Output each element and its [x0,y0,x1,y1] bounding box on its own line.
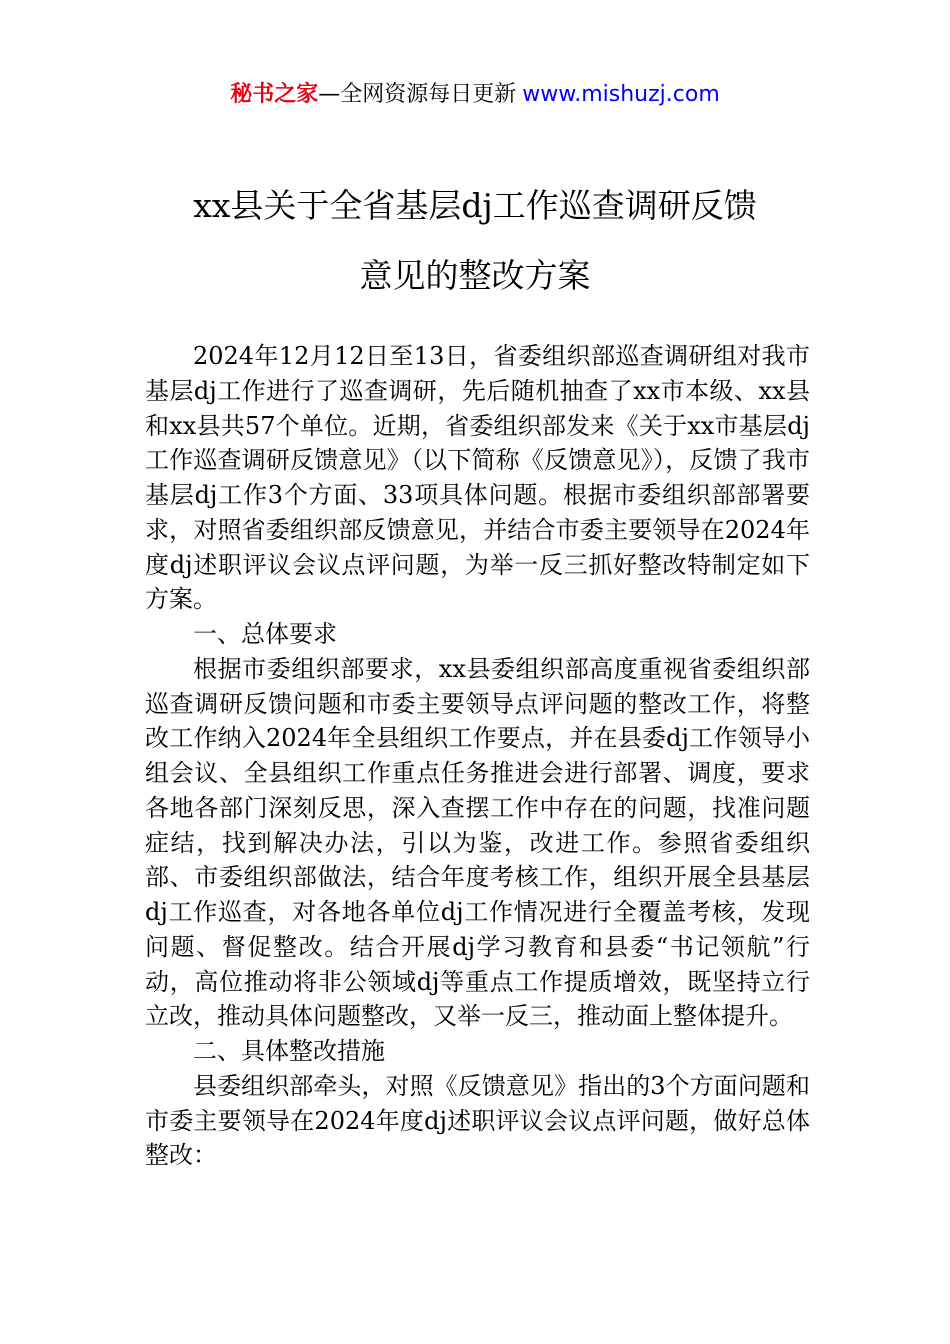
section-heading-general-requirements: 一、总体要求 [193,620,337,648]
document-title-line-1: xx县关于全省基层dj工作巡查调研反馈 [193,186,757,225]
section-heading-specific-measures: 二、具体整改措施 [193,1037,385,1065]
document-body [145,339,810,1173]
site-url-link[interactable]: www.mishuzj.com [522,82,720,107]
site-tagline: —全网资源每日更新 [318,82,517,107]
paragraph-specific-measures: 县委组织部牵头，对照《反馈意见》指出的3个方面问题和市委主要领导在2024年度dj述职评议会议点评问题，做好总体整改： [145,1071,810,1170]
document-title-line-2: 意见的整改方案 [359,256,591,295]
paragraph-intro: 2024年12月12日至13日，省委组织部巡查调研组对我市基层dj工作进行了巡查调研，先后随机抽查了xx市本级、xx县和xx县共57个单位。近期，省委组织部发来《关于xx市基层dj工作巡查调研反馈意见》（以下简称《反馈意见》），反馈了我市基层dj工作3个方面、33项具体问题。根据市委组织部部署要求，对照省委组织部反馈意见，并结合市委主要领导在2024年度dj述职评议会议点评问题，为举一反三抓好整改特制定如下方案。 [145,342,810,614]
site-brand: 秘书之家 [230,82,319,107]
paragraph-general-requirements: 根据市委组织部要求，xx县委组织部高度重视省委组织部巡查调研反馈问题和市委主要领导点评问题的整改工作，将整改工作纳入2024年全县组织工作要点，并在县委dj工作领导小组会议、全县组织工作重点任务推进会进行部署、调度，要求各地各部门深刻反思，深入查摆工作中存在的问题，找准问题症结，找到解决办法，引以为鉴，改进工作。参照省委组织部、市委组织部做法，结合年度考核工作，组织开展全县基层dj工作巡查，对各地各单位dj工作情况进行全覆盖考核，发现问题、督促整改。结合开展dj学习教育和县委“书记领航”行动，高位推动将非公领域dj等重点工作提质增效，既坚持立行立改，推动具体问题整改，又举一反三，推动面上整体提升。 [145,654,810,1031]
site-header [0,80,950,110]
